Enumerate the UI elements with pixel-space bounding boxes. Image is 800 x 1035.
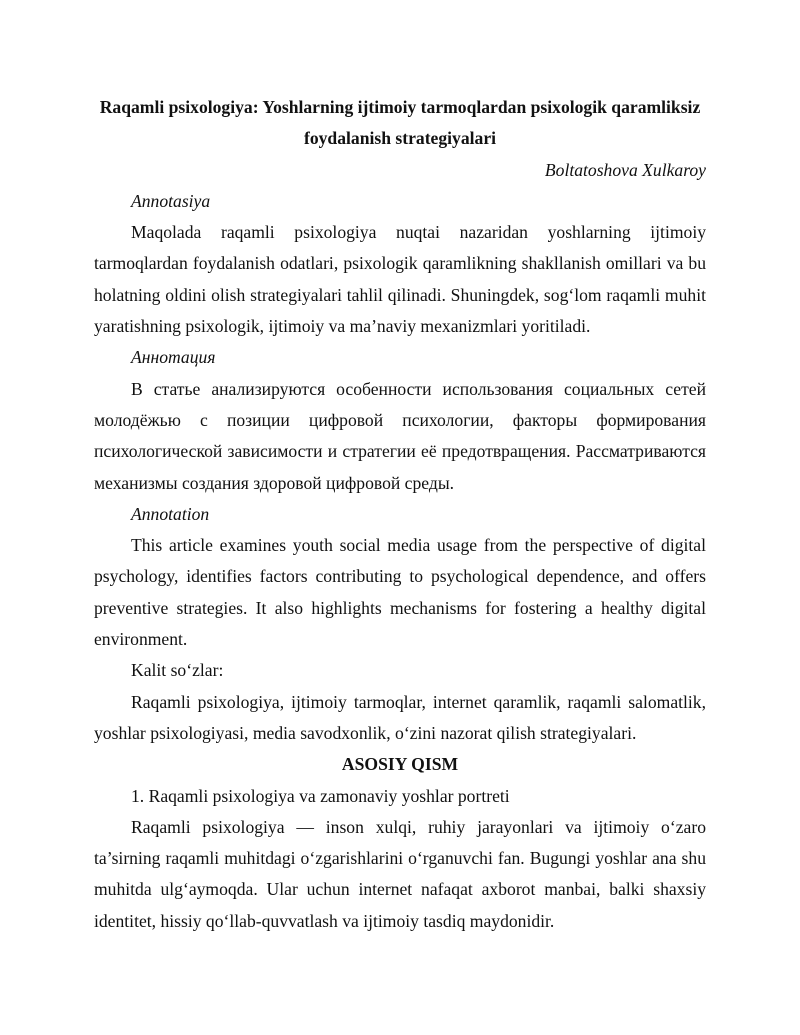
author-name: Boltatoshova Xulkaroy [544, 159, 706, 180]
section-1-text: Raqamli psixologiya — inson xulqi, ruhiy jarayonlari va ijtimoiy o‘zaro ta’sirning raqamli muhitdagi o‘zgarishlarini o‘rganuvchi fan. Bugungi yoshlar ana shu muhitda ulg‘aymoqda. Ular uchun internet nafaqat axborot manbai, balki shaxsiy identitet, hissiy qo‘llab-quvvatlash va ijtimoiy tasdiq maydonidir. [94, 816, 706, 931]
annotation-ru-text: В статье анализируются особенности использования социальных сетей молодёжью с позиции цифровой психологии, факторы формирования психологической зависимости и стратегии её предотвращения. Рассматриваются механизмы создания здоровой цифровой среды. [94, 378, 706, 493]
document-page [94, 92, 706, 937]
annotation-en-label: Annotation [131, 503, 210, 524]
keywords-text: Raqamli psixologiya, ijtimoiy tarmoqlar, internet qaramlik, raqamli salomatlik, yoshlar psixologiyasi, media savodxonlik, o‘zini nazorat qilish strategiyalari. [94, 691, 706, 743]
paper-title: Raqamli psixologiya: Yoshlarning ijtimoiy tarmoqlardan psixologik qaramliksiz foydalanish strategiyalari [99, 97, 701, 149]
annotation-en-text: This article examines youth social media usage from the perspective of digital psychology, identifies factors contributing to psychological dependence, and offers preventive strategies. It also highlights mechanisms for fostering a healthy digital environment. [94, 535, 706, 650]
keywords-label: Kalit so‘zlar: [131, 660, 224, 681]
main-section-heading: ASOSIY QISM [341, 754, 459, 775]
annotation-uz-label: Annotasiya [131, 190, 211, 211]
section-1-title: 1. Raqamli psixologiya va zamonaviy yoshlar portreti [131, 785, 510, 806]
annotation-uz-text: Maqolada raqamli psixologiya nuqtai nazaridan yoshlarning ijtimoiy tarmoqlardan foydalanish odatlari, psixologik qaramlikning shakllanish omillari va bu holatning oldini olish strategiyalari tahlil qilinadi. Shuningdek, sog‘lom raqamli muhit yaratishning psixologik, ijtimoiy va ma’naviy mexanizmlari yoritiladi. [94, 222, 706, 337]
annotation-ru-label: Аннотация [131, 347, 216, 368]
